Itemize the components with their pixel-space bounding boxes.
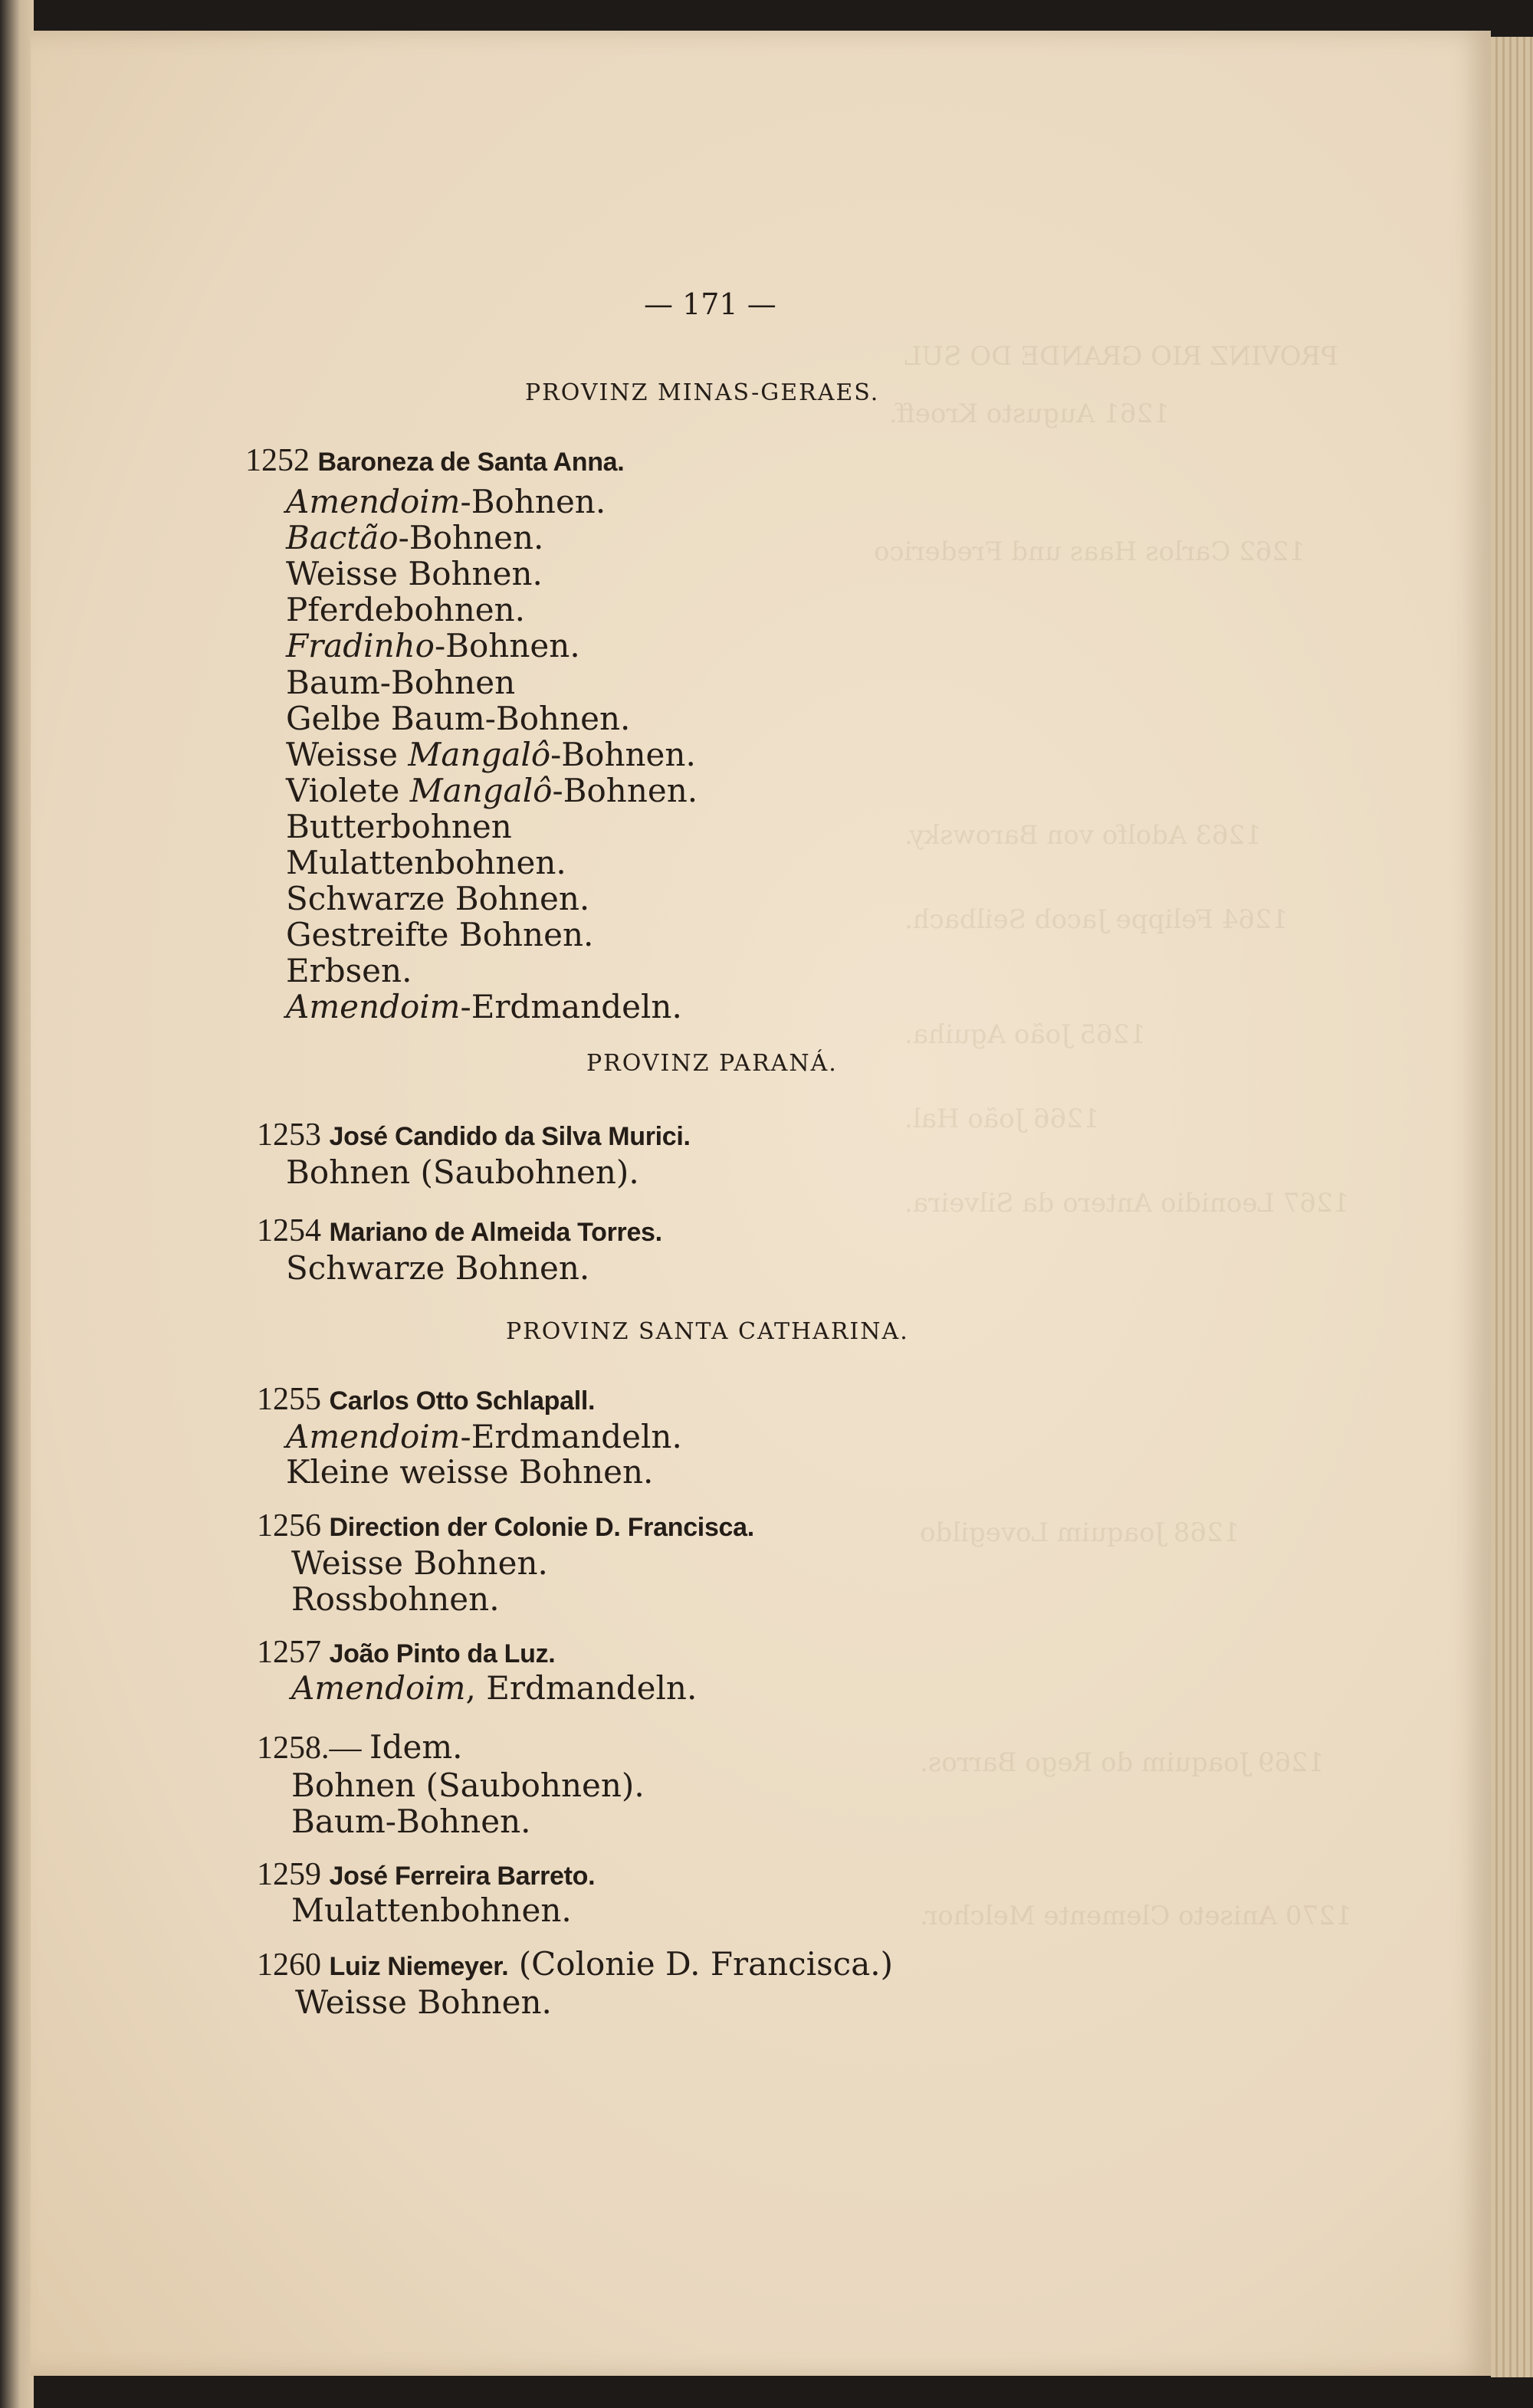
exhibitor-name: José Candido da Silva Murici.: [329, 1122, 691, 1151]
item-text: -Bohnen.: [550, 736, 696, 773]
entry-number: 1253: [257, 1117, 330, 1153]
item-italic: Mangalô: [408, 736, 551, 773]
entry-number: 1254: [257, 1213, 330, 1248]
item-text: Bohnen (Saubohnen).: [286, 1153, 639, 1191]
exhibit-item: [295, 1983, 552, 2021]
item-italic: Bactão: [286, 519, 399, 556]
exhibitor-name: José Ferreira Barreto.: [329, 1862, 596, 1891]
item-text: Schwarze Bohnen.: [286, 1249, 590, 1287]
item-text: -Bohnen.: [434, 627, 580, 664]
item-text: Erbsen.: [286, 952, 412, 989]
item-text: Baum-Bohnen: [286, 664, 516, 701]
entry-number: 1256: [257, 1508, 330, 1544]
exhibit-item: [286, 880, 589, 917]
item-text: Schwarze Bohnen.: [286, 880, 590, 917]
entry-header: [257, 1115, 691, 1153]
item-text: Weisse Bohnen.: [291, 1544, 548, 1582]
entry-header: [257, 1728, 463, 1767]
exhibit-item: [286, 952, 412, 989]
exhibitor-name: Direction der Colonie D. Francisca.: [329, 1513, 754, 1542]
item-text: Mulattenbohnen.: [291, 1891, 572, 1929]
entry-note: Idem.: [369, 1728, 463, 1766]
exhibit-item: [291, 1544, 548, 1582]
section-heading: PROVINZ SANTA CATHARINA.: [506, 1318, 909, 1345]
entry-header: [257, 1211, 662, 1249]
entry-header: [257, 1632, 555, 1671]
item-text: Pferdebohnen.: [286, 591, 526, 628]
item-italic: Fradinho: [286, 627, 435, 664]
entry-number: 1259: [257, 1857, 330, 1892]
exhibit-item: [286, 1453, 653, 1491]
section-heading: PROVINZ MINAS-GERAES.: [525, 379, 880, 406]
exhibit-item: [286, 916, 593, 953]
entry-number: 1255: [257, 1382, 330, 1417]
exhibit-item: [286, 1153, 639, 1191]
entry-header: [257, 1855, 595, 1893]
item-text: Weisse Bohnen.: [295, 1983, 552, 2021]
exhibit-item: [291, 1891, 572, 1929]
entry-header: [245, 441, 624, 479]
exhibit-item: [286, 844, 566, 881]
item-italic: Amendoim: [286, 483, 461, 520]
exhibit-item: [286, 700, 630, 737]
item-prefix: Violete: [286, 772, 410, 809]
exhibitor-name: João Pinto da Luz.: [329, 1639, 556, 1668]
item-text: Rossbohnen.: [291, 1580, 500, 1618]
exhibitor-name: Mariano de Almeida Torres.: [329, 1218, 662, 1247]
exhibit-item: [286, 555, 543, 592]
item-italic: Amendoim: [286, 1418, 461, 1455]
item-text: -Bohnen.: [552, 772, 698, 809]
item-text: Gelbe Baum-Bohnen.: [286, 700, 631, 737]
entry-number: 1258.—: [257, 1731, 369, 1766]
exhibit-item: [286, 772, 698, 809]
item-text: , Erdmandeln.: [465, 1669, 698, 1707]
exhibit-item: [286, 483, 606, 520]
item-text: -Bohnen.: [460, 483, 606, 520]
item-text: Kleine weisse Bohnen.: [286, 1453, 654, 1491]
item-text: Butterbohnen: [286, 808, 512, 845]
entry-note: (Colonie D. Francisca.): [518, 1945, 893, 1983]
exhibit-item: [286, 736, 696, 773]
exhibitor-name: Baroneza de Santa Anna.: [317, 448, 625, 477]
entry-header: [257, 1380, 595, 1418]
exhibit-item: [286, 519, 543, 556]
exhibit-item: [286, 988, 682, 1025]
page-number: — 171 —: [644, 287, 776, 321]
exhibit-item: [291, 1580, 500, 1618]
exhibit-item: [286, 808, 512, 845]
item-italic: Mangalô: [409, 772, 553, 809]
item-italic: Amendoim: [286, 988, 461, 1025]
item-text: Bohnen (Saubohnen).: [291, 1767, 645, 1804]
item-text: Gestreifte Bohnen.: [286, 916, 594, 953]
exhibitor-name: Carlos Otto Schlapall.: [329, 1386, 596, 1416]
exhibitor-name: Luiz Niemeyer.: [329, 1952, 509, 1981]
entry-number: 1257: [257, 1635, 330, 1670]
item-italic: Amendoim: [291, 1669, 466, 1707]
exhibit-item: [291, 1767, 645, 1804]
item-text: -Erdmandeln.: [460, 1418, 682, 1455]
item-text: -Erdmandeln.: [460, 988, 682, 1025]
entry-number: 1252: [245, 443, 318, 478]
entry-number: 1260: [257, 1947, 330, 1983]
exhibit-item: [286, 664, 515, 701]
item-text: Baum-Bohnen.: [291, 1803, 531, 1840]
exhibit-item: [291, 1669, 697, 1707]
item-text: Mulattenbohnen.: [286, 844, 566, 881]
item-prefix: Weisse: [286, 736, 409, 773]
item-text: Weisse Bohnen.: [286, 555, 543, 592]
exhibit-item: [286, 591, 525, 628]
entry-header: [257, 1945, 893, 1983]
exhibit-item: [286, 1418, 682, 1455]
exhibit-item: [291, 1803, 530, 1840]
exhibit-item: [286, 1249, 589, 1287]
exhibit-item: [286, 627, 580, 664]
entry-header: [257, 1506, 754, 1544]
item-text: -Bohnen.: [398, 519, 544, 556]
section-heading: PROVINZ PARANÁ.: [586, 1050, 838, 1077]
